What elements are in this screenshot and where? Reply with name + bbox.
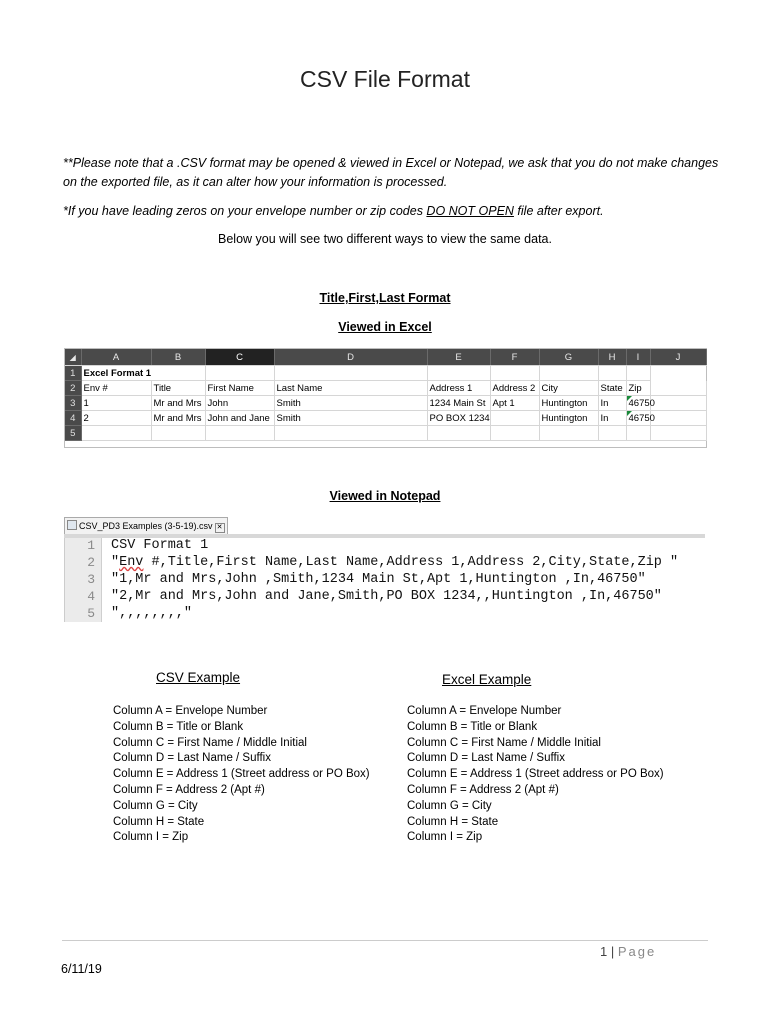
list-item: Column I = Zip xyxy=(113,831,189,844)
cell[interactable]: Mr and Mrs xyxy=(151,411,205,426)
list-item: Column C = First Name / Middle Initial xyxy=(407,736,601,749)
page-title: CSV File Format xyxy=(300,66,470,92)
do-not-open-emphasis: DO NOT OPEN xyxy=(426,204,514,218)
excel-view-heading: Viewed in Excel xyxy=(338,320,432,334)
cell[interactable]: Address 2 xyxy=(490,381,539,396)
cell[interactable]: John and Jane xyxy=(205,411,274,426)
column-header-f[interactable]: F xyxy=(490,349,539,366)
list-item: Column H = State xyxy=(113,815,205,828)
excel-row xyxy=(65,381,706,396)
file-icon xyxy=(67,520,77,530)
page-label: Page xyxy=(617,944,657,959)
code-line xyxy=(111,555,678,570)
cell[interactable] xyxy=(650,411,706,426)
code-line: "1,Mr and Mrs,John ,Smith,1234 Main St,Apt 1,Huntington ,In,46750" xyxy=(111,572,646,587)
cell[interactable]: First Name xyxy=(205,381,274,396)
column-header-g[interactable]: G xyxy=(539,349,598,366)
cell[interactable]: Excel Format 1 xyxy=(81,366,205,381)
cell[interactable]: Last Name xyxy=(274,381,427,396)
line-number: 2 xyxy=(87,555,95,570)
intro-text: Below you will see two different ways to view the same data. xyxy=(218,232,552,246)
spellcheck-flagged-word: Env xyxy=(119,555,144,570)
cell[interactable]: 2 xyxy=(81,411,151,426)
list-item: Column E = Address 1 (Street address or PO Box) xyxy=(407,768,664,781)
list-item: Column D = Last Name / Suffix xyxy=(407,752,565,765)
excel-spreadsheet xyxy=(64,348,707,448)
line-number: 3 xyxy=(87,572,95,587)
cell[interactable] xyxy=(598,366,626,381)
notepad-view-heading: Viewed in Notepad xyxy=(329,489,441,503)
tab-label: CSV_PD3 Examples (3-5-19).csv xyxy=(79,521,213,531)
excel-row xyxy=(65,396,706,411)
cell-zip-text-warning[interactable]: 46750 xyxy=(626,396,650,411)
code-text: #,Title,First Name,Last Name,Address 1,Address 2,City,State,Zip " xyxy=(143,555,679,570)
cell[interactable]: Title xyxy=(151,381,205,396)
page-number xyxy=(600,944,656,959)
cell[interactable]: Apt 1 xyxy=(490,396,539,411)
code-line: CSV Format 1 xyxy=(111,538,209,553)
cell[interactable] xyxy=(490,426,539,441)
cell[interactable] xyxy=(427,426,490,441)
column-header-b[interactable]: B xyxy=(151,349,205,366)
cell[interactable]: Huntington xyxy=(539,396,598,411)
excel-example-list xyxy=(407,704,664,846)
list-item: Column H = State xyxy=(407,815,499,828)
list-item: Column G = City xyxy=(113,799,198,812)
column-header-row xyxy=(65,349,706,366)
column-header-j[interactable]: J xyxy=(650,349,706,366)
line-number: 5 xyxy=(87,606,95,621)
list-item: Column G = City xyxy=(407,799,492,812)
cell[interactable]: Env # xyxy=(81,381,151,396)
list-item: Column D = Last Name / Suffix xyxy=(113,752,271,765)
cell[interactable] xyxy=(274,426,427,441)
cell[interactable]: 1234 Main St xyxy=(427,396,490,411)
csv-example-heading: CSV Example xyxy=(156,670,241,685)
cell[interactable]: Zip xyxy=(626,381,650,396)
cell[interactable]: Address 1 xyxy=(427,381,490,396)
list-item: Column F = Address 2 (Apt #) xyxy=(407,783,559,796)
row-header[interactable]: 4 xyxy=(65,411,81,426)
cell[interactable] xyxy=(274,366,427,381)
cell[interactable] xyxy=(427,366,490,381)
cell[interactable] xyxy=(151,426,205,441)
list-item: Column A = Envelope Number xyxy=(407,705,562,717)
note-leading-zeros xyxy=(63,202,723,221)
page-separator: | xyxy=(610,944,615,959)
cell[interactable] xyxy=(626,366,650,381)
list-item: Column A = Envelope Number xyxy=(113,705,268,717)
cell[interactable]: State xyxy=(598,381,626,396)
cell[interactable] xyxy=(626,426,650,441)
cell[interactable]: Huntington xyxy=(539,411,598,426)
csv-example-list xyxy=(113,704,370,846)
list-item: Column I = Zip xyxy=(407,831,483,844)
cell[interactable]: Smith xyxy=(274,411,427,426)
cell[interactable] xyxy=(539,426,598,441)
section-heading: Title,First,Last Format xyxy=(319,291,451,305)
cell[interactable]: Mr and Mrs xyxy=(151,396,205,411)
list-item: Column B = Title or Blank xyxy=(113,720,244,733)
column-header-c[interactable]: C xyxy=(205,349,274,366)
cell[interactable]: In xyxy=(598,396,626,411)
cell[interactable] xyxy=(650,396,706,411)
list-item: Column E = Address 1 (Street address or PO Box) xyxy=(113,768,370,781)
note-opening-warning: **Please note that a .CSV format may be opened & viewed in Excel or Notepad, we ask that you do not make changes on the exported file, as it can alter how your information is processed. xyxy=(63,156,719,189)
notepad-editor[interactable] xyxy=(64,538,706,622)
code-line: "2,Mr and Mrs,John and Jane,Smith,PO BOX 1234,,Huntington ,In,46750" xyxy=(111,589,662,604)
row-header[interactable]: 3 xyxy=(65,396,81,411)
column-header-h[interactable]: H xyxy=(598,349,626,366)
column-header-i[interactable]: I xyxy=(626,349,650,366)
cell[interactable] xyxy=(650,381,706,396)
column-header-e[interactable]: E xyxy=(427,349,490,366)
note-leading-zeros-end: file after export. xyxy=(513,204,604,218)
cell[interactable]: PO BOX 1234 xyxy=(427,411,490,426)
excel-example-heading: Excel Example xyxy=(442,672,532,687)
list-item: Column B = Title or Blank xyxy=(407,720,538,733)
line-number-gutter xyxy=(65,538,102,622)
list-item: Column F = Address 2 (Apt #) xyxy=(113,783,265,796)
cell[interactable] xyxy=(650,426,706,441)
close-icon[interactable]: ✕ xyxy=(215,523,225,533)
line-number: 4 xyxy=(87,589,95,604)
cell[interactable] xyxy=(490,366,539,381)
column-header-d[interactable]: D xyxy=(274,349,427,366)
page-number-value: 1 xyxy=(600,944,608,959)
cell[interactable] xyxy=(205,426,274,441)
code-line: ",,,,,,,," xyxy=(111,606,193,621)
cell[interactable] xyxy=(490,411,539,426)
cell[interactable]: 1 xyxy=(81,396,151,411)
cell[interactable]: City xyxy=(539,381,598,396)
select-all-corner[interactable]: ◢ xyxy=(65,349,81,366)
row-header[interactable]: 5 xyxy=(65,426,81,441)
code-quote: " xyxy=(111,555,120,570)
excel-row xyxy=(65,411,706,426)
cell[interactable] xyxy=(205,366,274,381)
line-number: 1 xyxy=(87,538,95,553)
cell[interactable] xyxy=(81,426,151,441)
row-header[interactable]: 1 xyxy=(65,366,81,381)
footer-date: 6/11/19 xyxy=(61,962,102,976)
note-leading-zeros-text: *If you have leading zeros on your envelope number or zip codes xyxy=(63,204,427,218)
excel-row xyxy=(65,366,706,381)
list-item: Column C = First Name / Middle Initial xyxy=(113,736,307,749)
cell[interactable]: Smith xyxy=(274,396,427,411)
footer-divider xyxy=(62,940,708,941)
cell[interactable] xyxy=(539,366,598,381)
column-header-a[interactable]: A xyxy=(81,349,151,366)
cell-zip-text-warning[interactable]: 46750 xyxy=(626,411,650,426)
cell[interactable] xyxy=(598,426,626,441)
excel-row xyxy=(65,426,706,441)
cell[interactable]: John xyxy=(205,396,274,411)
row-header[interactable]: 2 xyxy=(65,381,81,396)
notepad-file-tab[interactable] xyxy=(64,517,228,535)
cell[interactable]: In xyxy=(598,411,626,426)
